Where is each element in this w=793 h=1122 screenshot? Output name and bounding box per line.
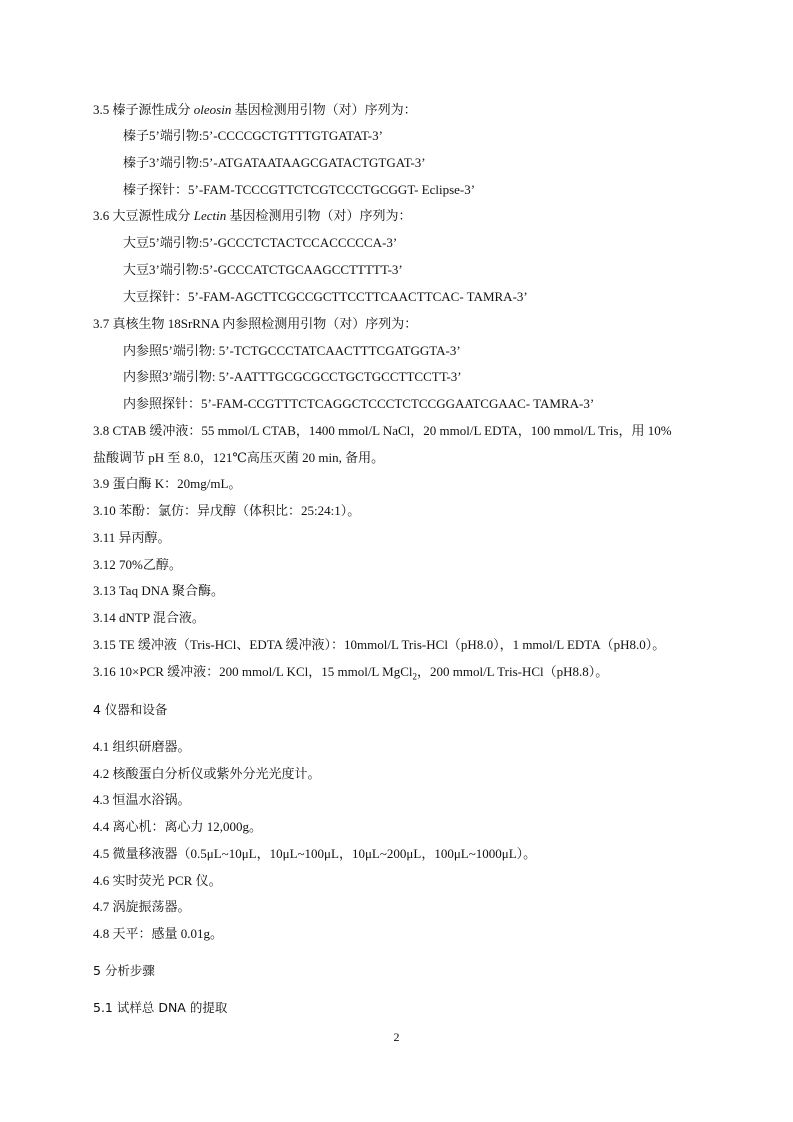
hazelnut-reverse-primer: 榛子3’端引物:5’-ATGATAATAAGCGATACTGTGAT-3’ [123,155,426,170]
section-5-heading: 5 分析步骤 [93,963,155,978]
equipment-4-3: 4.3 恒温水浴锅。 [93,792,191,807]
reagent-3-10: 3.10 苯酚：氯仿：异戊醇（体积比：25:24:1）。 [93,503,361,518]
soybean-reverse-primer: 大豆3’端引物:5’-GCCCATCTGCAAGCCTTTTT-3’ [123,262,403,277]
reagent-3-11: 3.11 异丙醇。 [93,530,171,545]
equipment-4-4: 4.4 离心机：离心力 12,000g。 [93,819,263,834]
equipment-4-5: 4.5 微量移液器（0.5μL~10μL，10μL~100μL，10μL~200μL，100μL~1000μL）。 [93,846,537,861]
reagent-3-6-gene: Lectin [193,208,227,223]
soybean-forward-primer: 大豆5’端引物:5’-GCCCTCTACTCCACCCCCA-3’ [123,235,398,250]
section-4-heading: 4 仪器和设备 [93,702,168,717]
reagent-3-8-line2: 盐酸调节 pH 至 8.0，121℃高压灭菌 20 min, 备用。 [93,450,385,465]
reagent-3-12: 3.12 70%乙醇。 [93,557,182,572]
hazelnut-forward-primer: 榛子5’端引物:5’-CCCCGCTGTTTGTGATAT-3’ [123,128,383,143]
reagent-3-6-post: 基因检测用引物（对）序列为： [226,208,412,223]
equipment-4-8: 4.8 天平：感量 0.01g。 [93,926,224,941]
reagent-3-5-heading [93,102,417,118]
reagent-3-13: 3.13 Taq DNA 聚合酶。 [93,583,225,598]
reagent-3-5-post: 基因检测用引物（对）序列为： [231,102,417,117]
control-forward-primer: 内参照5’端引物: 5’-TCTGCCCTATCAACTTTCGATGGTA-3’ [123,343,461,358]
equipment-4-1: 4.1 组织研磨器。 [93,739,191,754]
control-probe: 内参照探针：5’-FAM-CCGTTTCTCAGGCTCCCTCTCCGGAATCGAAC- TAMRA-3’ [123,396,595,411]
equipment-4-6: 4.6 实时荧光 PCR 仪。 [93,873,222,888]
reagent-3-5-pre: 3.5 榛子源性成分 [93,102,194,117]
equipment-4-7: 4.7 涡旋振荡器。 [93,899,191,914]
reagent-3-16-post: ，200 mmol/L Tris-HCl（pH8.8）。 [416,664,609,679]
reagent-3-8-line1: 3.8 CTAB 缓冲液：55 mmol/L CTAB，1400 mmol/L NaCl，20 mmol/L EDTA，100 mmol/L Tris，用 10% [93,423,672,438]
reagent-3-16-pre: 3.16 10×PCR 缓冲液：200 mmol/L KCl，15 mmol/L MgCl [93,664,413,679]
reagent-3-6-pre: 3.6 大豆源性成分 [93,208,194,223]
soybean-probe: 大豆探针：5’-FAM-AGCTTCGCCGCTTCCTTCAACTTCAC- TAMRA-3’ [123,289,528,304]
reagent-3-16-subscript: 2 [412,671,417,682]
equipment-4-2: 4.2 核酸蛋白分析仪或紫外分光光度计。 [93,766,321,781]
reagent-3-7-heading: 3.7 真核生物 18SrRNA 内参照检测用引物（对）序列为： [93,316,418,331]
reagent-3-9: 3.9 蛋白酶 K：20mg/mL。 [93,476,242,491]
section-5-1-heading: 5.1 试样总 DNA 的提取 [93,1000,228,1015]
reagent-3-5-gene: oleosin [193,102,232,117]
hazelnut-probe: 榛子探针：5’-FAM-TCCCGTTCTCGTCCCTGCGGT- Eclipse-3’ [123,182,476,197]
control-reverse-primer: 内参照3’端引物: 5’-AATTTGCGCGCCTGCTGCCTTCCTT-3’ [123,369,462,384]
reagent-3-14: 3.14 dNTP 混合液。 [93,610,205,625]
reagent-3-16 [93,664,608,680]
page-number: 2 [393,1030,400,1044]
reagent-3-15: 3.15 TE 缓冲液（Tris-HCl、EDTA 缓冲液）：10mmol/L Tris-HCl（pH8.0），1 mmol/L EDTA（pH8.0）。 [93,637,666,652]
reagent-3-6-heading [93,208,412,224]
